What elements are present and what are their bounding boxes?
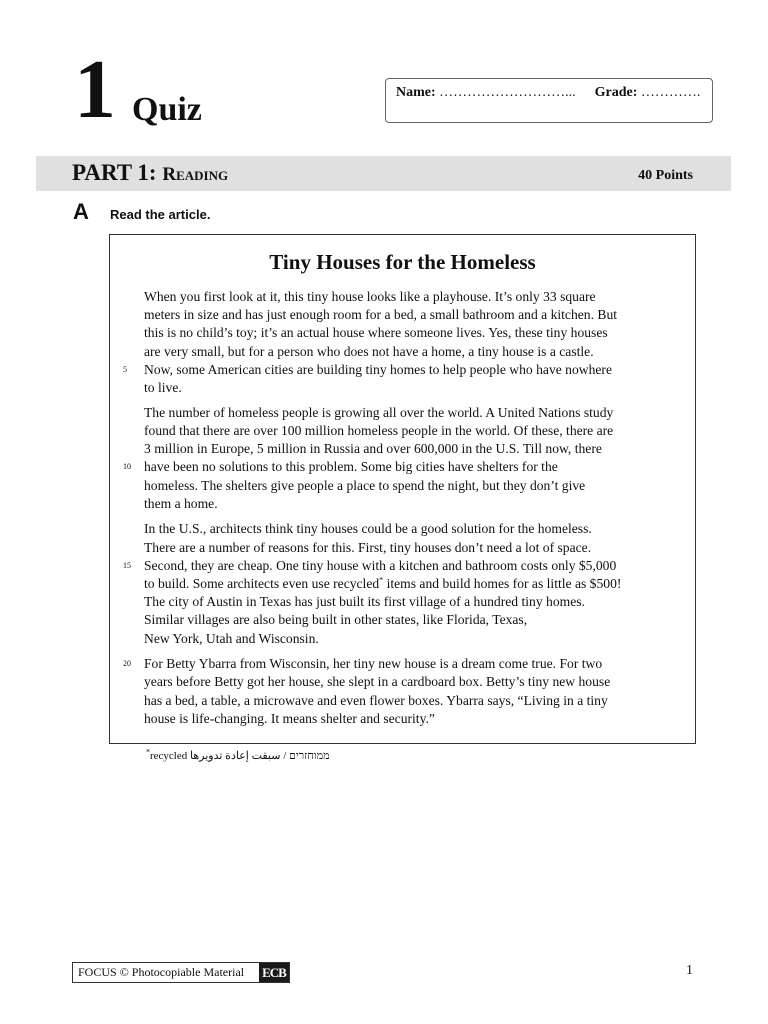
grade-label: Grade:: [594, 85, 638, 100]
article-line: 3 million in Europe, 5 million in Russia and over 600,000 in the U.S. Till now, there: [144, 441, 602, 456]
publisher-logo: ECB: [259, 963, 289, 982]
section-letter: A: [73, 199, 89, 224]
line-number: 5: [123, 365, 127, 374]
footer-box: [72, 962, 290, 983]
article-title: Tiny Houses for the Homeless: [269, 250, 536, 274]
article-line: them a home.: [144, 496, 218, 511]
quiz-title: Quiz: [132, 91, 202, 128]
part-header-bar: [36, 156, 731, 191]
article-line: found that there are over 100 million homeless people in the world. Of these, there are: [144, 423, 614, 438]
name-label: Name:: [396, 85, 436, 100]
part-label-main: PART 1:: [72, 160, 163, 185]
article-box: [109, 234, 696, 744]
article-line: New York, Utah and Wisconsin.: [144, 631, 319, 646]
article-line: [144, 577, 621, 591]
article-line: Similar villages are also being built in other states, like Florida, Texas,: [144, 612, 528, 627]
article-line: have been no solutions to this problem. Some big cities have shelters for the: [144, 459, 558, 474]
page-number: 1: [686, 963, 693, 978]
part-label-sub: Reading: [162, 164, 229, 185]
article-line: years before Betty got her house, she slept in a cardboard box. Betty’s tiny new house: [144, 674, 611, 689]
section-instruction: Read the article.: [110, 207, 211, 222]
line-number: 10: [123, 462, 131, 471]
article-line: Second, they are cheap. One tiny house with a kitchen and bathroom costs only $5,000: [144, 558, 617, 573]
footer-copyright: FOCUS © Photocopiable Material: [78, 965, 245, 979]
article-line: this is no child’s toy; it’s an actual house where someone lives. Yes, these tiny houses: [144, 325, 608, 340]
quiz-number: 1: [74, 43, 116, 136]
article-line: Now, some American cities are building tiny homes to help people who have nowhere: [144, 362, 612, 377]
part-label: [72, 161, 228, 184]
article-line: has a bed, a table, a microwave and even flower boxes. Ybarra says, “Living in a tiny: [144, 693, 608, 708]
article-line: The number of homeless people is growing all over the world. A United Nations study: [144, 405, 614, 420]
footnote-word: recycled: [150, 750, 188, 762]
name-grade-box: [385, 78, 713, 123]
line-number: 15: [123, 561, 131, 570]
footnote-marker: *: [379, 575, 384, 585]
article-line: homeless. The shelters give people a place to spend the night, but they don’t give: [144, 478, 586, 493]
article-line-tail: items and build homes for as little as $500!: [383, 576, 622, 591]
article-line: There are a number of reasons for this. First, tiny houses don’t need a lot of space.: [144, 540, 592, 555]
article-line-head: to build. Some architects even use recycled: [144, 576, 380, 591]
article-line: In the U.S., architects think tiny houses could be a good solution for the homeless.: [144, 521, 592, 536]
line-number: 20: [123, 659, 131, 668]
article-line: to live.: [144, 380, 182, 395]
article-line: are very small, but for a person who does not have a home, a tiny house is a castle.: [144, 344, 594, 359]
article-line: For Betty Ybarra from Wisconsin, her tiny new house is a dream come true. For two: [144, 656, 603, 671]
footnote-translation: ממוחזרים / سبقت إعادة تدويرها: [190, 750, 330, 762]
name-field[interactable]: ………………………...: [439, 85, 576, 100]
part-points: 40 Points: [638, 168, 693, 183]
footnote-marker: *: [146, 747, 150, 757]
footnote: [146, 747, 330, 762]
grade-field[interactable]: ………….: [640, 85, 701, 100]
article-line: meters in size and has just enough room for a bed, a small bathroom and a kitchen. But: [144, 307, 618, 322]
article-line: house is life-changing. It means shelter and security.”: [144, 711, 435, 726]
article-line: The city of Austin in Texas has just built its first village of a hundred tiny homes.: [144, 594, 585, 609]
article-line: When you first look at it, this tiny house looks like a playhouse. It’s only 33 square: [144, 289, 596, 304]
